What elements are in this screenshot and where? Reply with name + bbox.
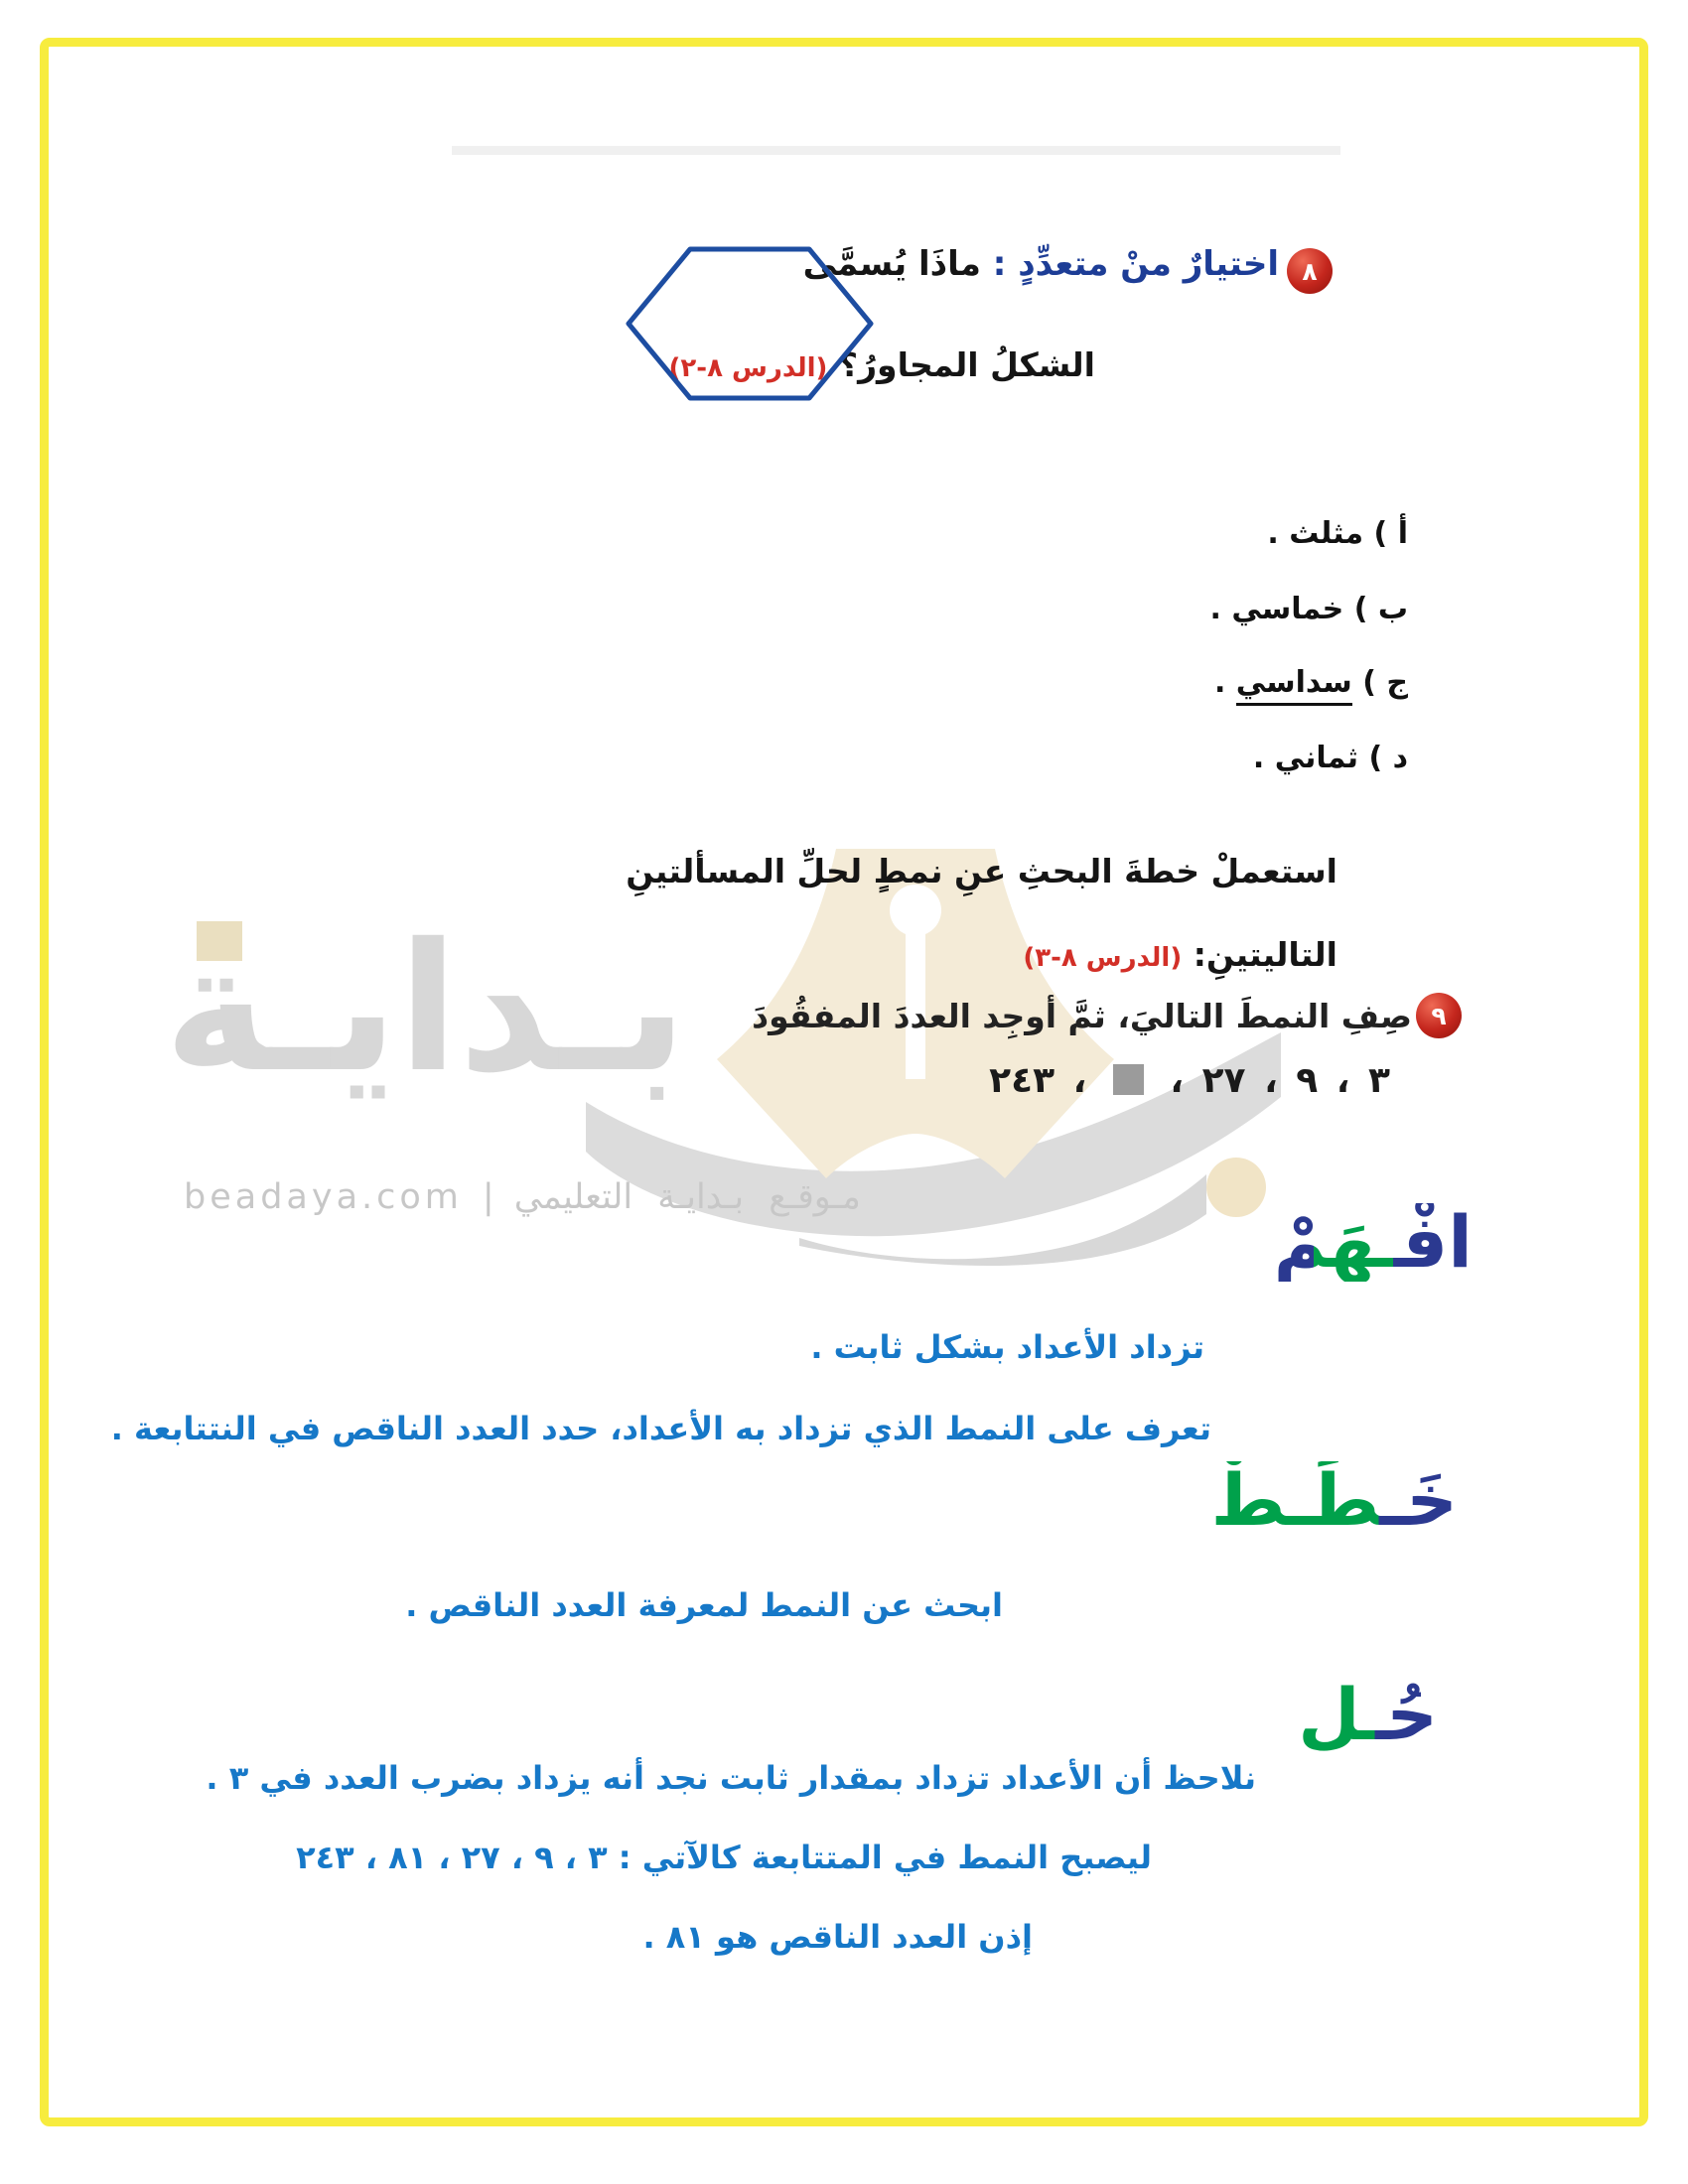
solve-line3: إذن العدد الناقص هو ٨١ . [642,1918,1033,1956]
understand-line2: تعرف على النمط الذي تزداد به الأعداد، حدد العدد الناقص في النتتابعة . [110,1410,1211,1447]
question8-title-type: اختيارٌ منْ متعدِّدٍ : [992,244,1279,284]
question9-prompt: صِفِ النمطَ التاليَ، ثمَّ أوجِد العددَ المفقُودَ [752,997,1412,1035]
choice-b-key: ب ) [1353,592,1408,626]
solve-line2: ليصبح النمط في المتتابعة كالآتي : ٣ ، ٩ ، ٢٧ ، ٨١ ، ٢٤٣ [296,1839,1152,1876]
strategy-lesson-ref: (الدرس ٨-٣) [1023,943,1183,973]
understand-heading: افْـهَمْ [1273,1200,1473,1284]
missing-number-box [1113,1064,1144,1095]
hexagon-figure [624,242,876,405]
choice-b-text: خماسي [1231,592,1344,626]
question8-number-badge: ٨ [1287,248,1333,294]
choice-c-dot: . [1213,665,1226,700]
choice-d [1253,741,1408,775]
choice-a-key: أ ) [1373,516,1408,551]
watermark-tagline: مـوقـع بـدايـة التعليمي [513,1177,861,1217]
sequence-before-gap: ٣ ، ٩ ، ٢٧ ، [1170,1060,1390,1101]
question8-lesson-ref: (الدرس ٨-٢) [668,353,828,383]
number-sequence [989,1060,1390,1101]
solve-line1: نلاحظ أن الأعداد تزداد بمقدار ثابت نجد أنه يزداد بضرب العدد في ٣ . [206,1759,1256,1797]
choice-d-text: ثماني [1274,741,1358,775]
watermark-site-url: beadaya.com [184,1177,463,1217]
choice-a [1267,516,1408,551]
choice-a-dot: . [1267,516,1279,551]
choice-a-text: مثلث [1289,516,1364,551]
choice-c-correct-answer [1214,665,1408,700]
choice-c-text: سداسي [1236,665,1352,706]
solve-heading: حُـل [1298,1673,1438,1756]
question8-title-question: ماذَا يُسمَّى [802,244,981,284]
watermark-divider: | [482,1177,494,1217]
plan-heading: خَـطِّـطْ [1210,1458,1458,1542]
choice-d-dot: . [1252,741,1265,775]
choice-c-key: ج ) [1362,665,1408,700]
question8-title-line2-text: الشكلُ المجاورُ؟ [838,345,1095,384]
strategy-instruction-line1: استعملْ خطةَ البحثِ عنِ نمطٍ لحلِّ المسألتينِ [626,852,1337,890]
choice-d-key: د ) [1368,741,1408,775]
question9-number-badge: ٩ [1416,993,1462,1038]
strategy-instruction-line2 [1023,935,1337,974]
choice-b [1210,592,1408,626]
watermark-logo-text: بـدايـة [164,905,688,1111]
understand-line1: تزداد الأعداد بشكل ثابت . [810,1328,1204,1366]
sequence-after-gap: ، ٢٤٣ [989,1060,1087,1101]
choice-b-dot: . [1209,592,1221,626]
strategy-instruction-line2-text: التاليتينِ: [1193,935,1337,974]
plan-line1: ابحث عن النمط لمعرفة العدد الناقص . [405,1586,1003,1624]
